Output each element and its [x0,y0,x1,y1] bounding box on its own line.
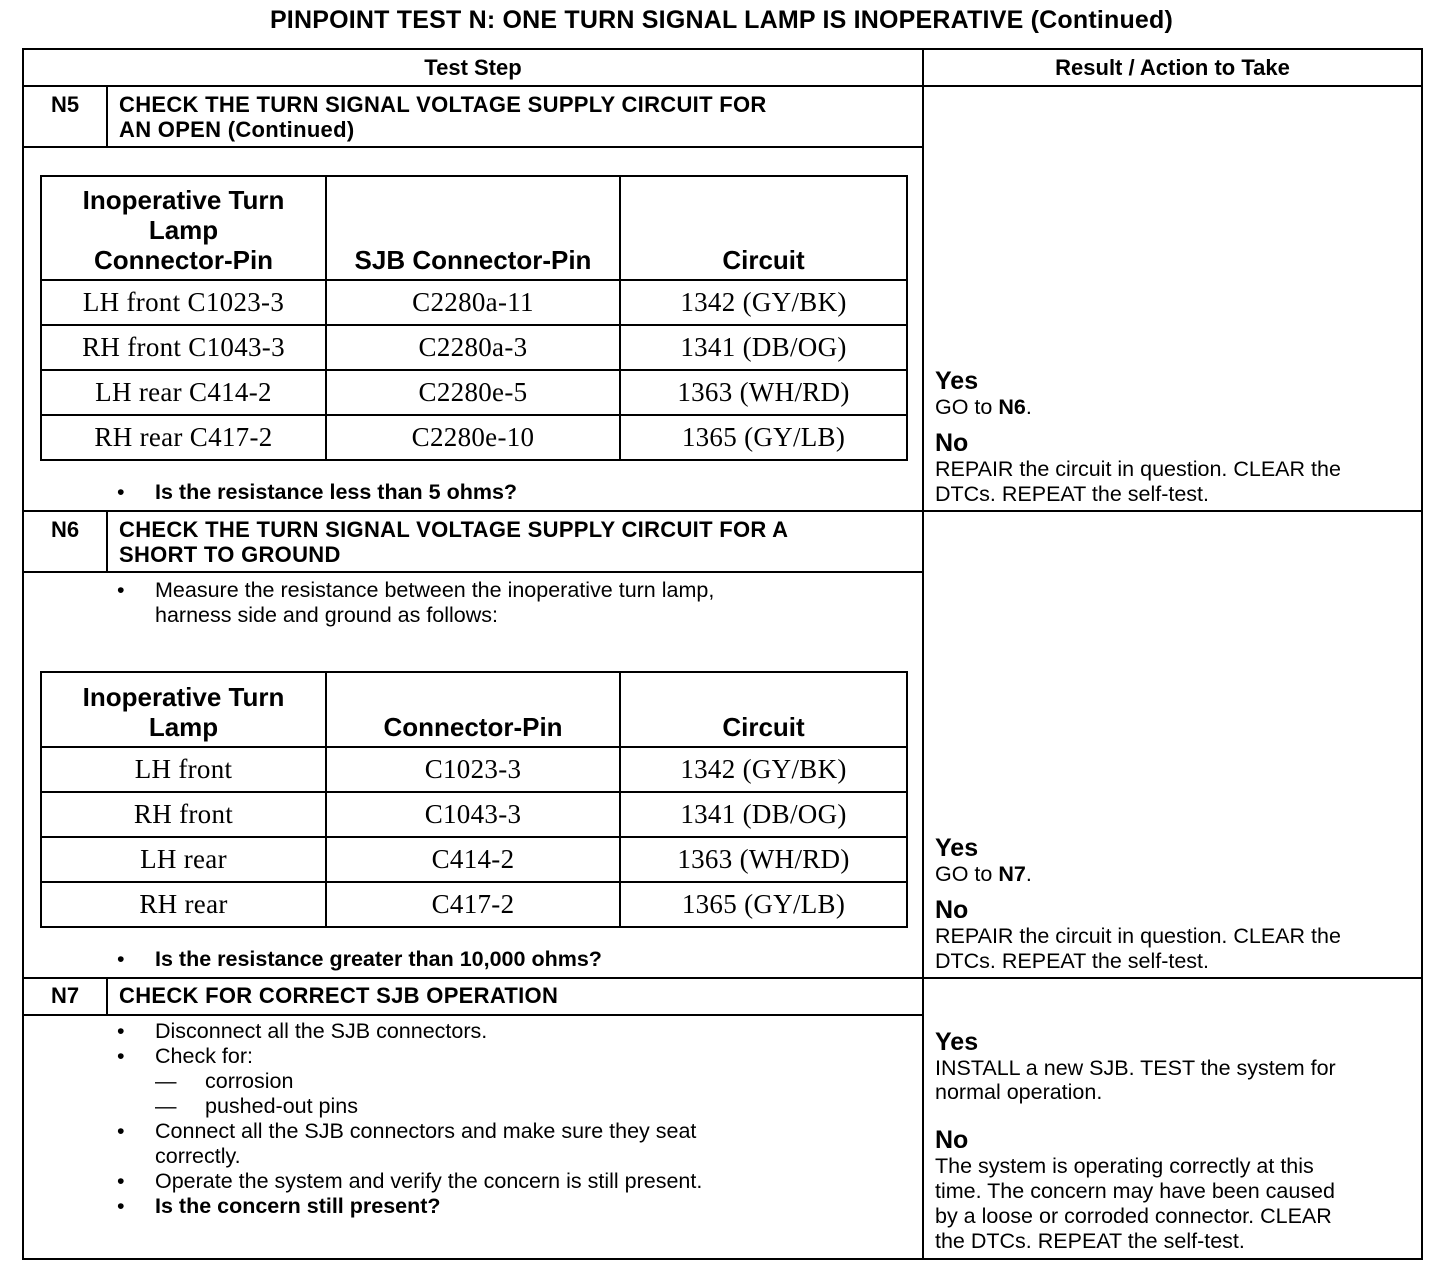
step-title-rule [24,571,923,573]
step-id-divider [106,979,108,1015]
pinpoint-test-table [22,48,1423,1260]
table-header: Inoperative Turn Lamp [41,672,326,747]
n6-question: • Is the resistance greater than 10,000 ohms? [117,947,602,971]
table-row: LH rear C414-2 1363 (WH/RD) [41,837,907,882]
n5-connector-table [40,175,908,461]
table-row: LH front C1023-3 1342 (GY/BK) [41,747,907,792]
result-header: Result / Action to Take [1055,55,1290,80]
n7-sub-corrosion: — corrosion [155,1069,294,1093]
step-title-n5: CHECK THE TURN SIGNAL VOLTAGE SUPPLY CIRCUIT FOR AN OPEN (Continued) [119,92,767,142]
step-id-n6: N6 [50,517,80,542]
n7-step-disconnect: • Disconnect all the SJB connectors. [117,1019,488,1043]
step-separator [24,510,1421,512]
step-id-divider [106,512,108,572]
step-separator [24,977,1421,979]
header-rule [24,85,1421,87]
no-label: No [935,429,969,457]
step-id-divider [106,87,108,147]
n5-question: • Is the resistance less than 5 ohms? [117,480,518,504]
n7-step-operate: • Operate the system and verify the concern is still present. [117,1169,703,1193]
table-row: RH rear C417-2 C2280e-10 1365 (GY/LB) [41,415,907,460]
n7-step-check-for: • Check for: [117,1044,253,1068]
step-id-n5: N5 [50,92,80,117]
table-header: Inoperative Turn Lamp Connector-Pin [41,176,326,280]
no-label: No [935,896,969,924]
column-divider [922,50,924,1258]
table-row: LH rear C414-2 C2280e-5 1363 (WH/RD) [41,370,907,415]
table-row: RH front C1043-3 C2280a-3 1341 (DB/OG) [41,325,907,370]
step-title-rule [24,146,923,148]
n5-result: Yes GO to N6. No REPAIR the circuit in question. CLEAR the DTCs. REPEAT the self-test. [935,368,1423,507]
table-header: Circuit [620,672,907,747]
yes-label: Yes [935,367,979,395]
n6-result: Yes GO to N7. No REPAIR the circuit in question. CLEAR the DTCs. REPEAT the self-test. [935,835,1423,974]
table-row: LH front C1023-3 C2280a-11 1342 (GY/BK) [41,280,907,325]
yes-label: Yes [935,834,979,862]
table-header: SJB Connector-Pin [326,176,620,280]
n7-question: • Is the concern still present? [117,1194,441,1218]
n7-step-connect: • Connect all the SJB connectors and make sure they seat correctly. [117,1119,697,1168]
test-step-header: Test Step [424,55,522,80]
step-title-rule [24,1014,923,1016]
page-title: PINPOINT TEST N: ONE TURN SIGNAL LAMP IS INOPERATIVE (Continued) [269,6,1174,34]
n7-sub-pushed-out-pins: — pushed-out pins [155,1094,358,1118]
n6-measure-instruction: • Measure the resistance between the inoperative turn lamp, harness side and ground as follows: [117,578,715,627]
table-header: Circuit [620,176,907,280]
step-id-n7: N7 [50,983,80,1008]
n7-result: Yes INSTALL a new SJB. TEST the system for normal operation. No The system is operating correctly at this time. The concern may have been caused by a loose or corroded connector. CLEAR the DTCs. REPEAT the self-test. [935,1029,1423,1254]
yes-label: Yes [935,1028,979,1056]
table-row: RH front C1043-3 1341 (DB/OG) [41,792,907,837]
step-title-n6: CHECK THE TURN SIGNAL VOLTAGE SUPPLY CIRCUIT FOR A SHORT TO GROUND [119,517,789,567]
no-label: No [935,1126,969,1154]
table-header: Connector-Pin [326,672,620,747]
step-title-n7: CHECK FOR CORRECT SJB OPERATION [119,983,559,1008]
n6-connector-table [40,671,908,928]
table-row: RH rear C417-2 1365 (GY/LB) [41,882,907,927]
